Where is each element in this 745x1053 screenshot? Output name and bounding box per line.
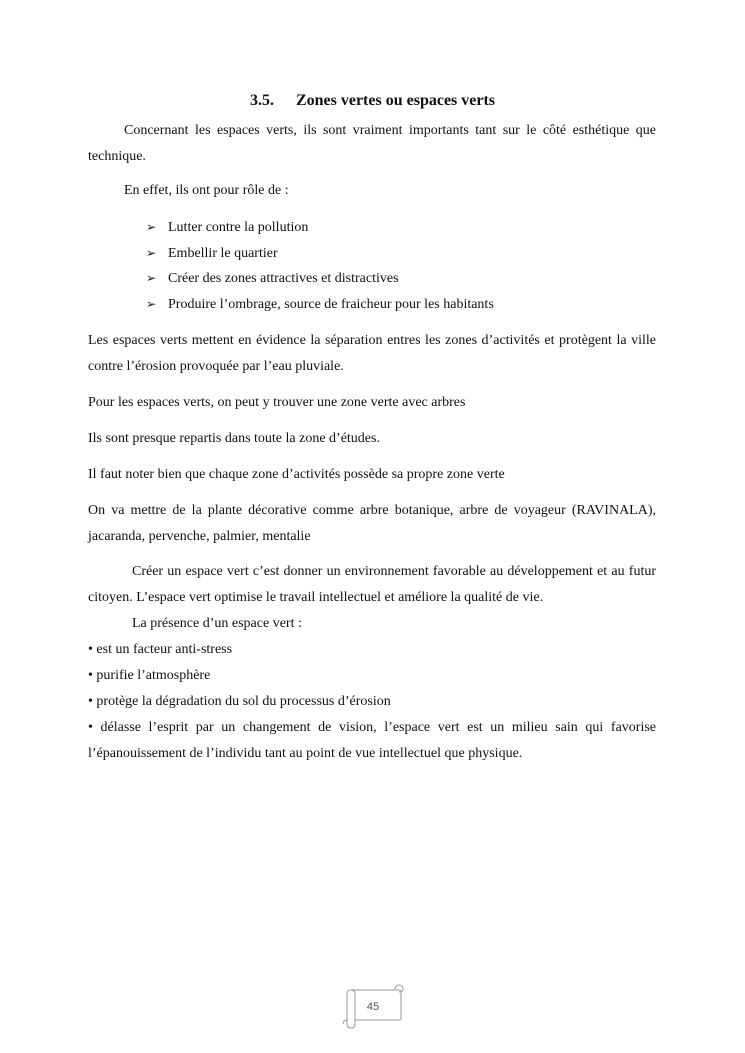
paragraph-role: En effet, ils ont pour rôle de :: [124, 183, 289, 198]
repartis-block: [88, 426, 656, 452]
arrow-bullet-icon: ➢: [146, 220, 157, 234]
page-number: 45: [366, 1001, 380, 1013]
list-item: ➢ Lutter contre la pollution: [146, 215, 656, 241]
benefit-item: • délasse l’esprit par un changement de vision, l’espace vert est un milieu sain qui favorise l’épanouissement de l’individu tant au point de vue intellectuel que physique.: [88, 720, 656, 761]
paragraph-noter: Il faut noter bien que chaque zone d’activités possède sa propre zone verte: [88, 467, 505, 482]
benefit-item: • est un facteur anti-stress: [88, 642, 233, 657]
intro-block: [88, 118, 656, 170]
paragraph-trees: Pour les espaces verts, on peut y trouver une zone verte avec arbres: [88, 395, 466, 410]
paragraph-intro: Concernant les espaces verts, ils sont vraiment importants tant sur le côté esthétique que technique.: [88, 123, 656, 164]
list-item: ➢ Produire l’ombrage, source de fraicheur pour les habitants: [146, 292, 656, 318]
paragraph-presence: La présence d’un espace vert :: [132, 616, 302, 631]
list-item: ➢ Créer des zones attractives et distractives: [146, 266, 656, 292]
creer-block: [88, 559, 656, 767]
benefit-item: • protège la dégradation du sol du processus d’érosion: [88, 694, 391, 709]
roles-list-block: [88, 215, 656, 318]
noter-block: [88, 462, 656, 488]
section-title: Zones vertes ou espaces verts: [295, 92, 496, 109]
trees-block: [88, 390, 656, 416]
plantes-block: [88, 498, 656, 550]
role-block: [88, 178, 656, 204]
page-number-scroll: [341, 984, 405, 1030]
paragraph-separation: Les espaces verts mettent en évidence la séparation entres les zones d’activités et protègent la ville contre l’érosion provoquée par l’eau pluviale.: [88, 333, 656, 374]
paragraph-repartis: Ils sont presque repartis dans toute la zone d’études.: [88, 431, 380, 446]
arrow-bullet-icon: ➢: [146, 297, 157, 312]
arrow-bullet-icon: ➢: [146, 271, 157, 286]
section-number: 3.5.: [249, 92, 274, 109]
roles-list: [88, 215, 656, 318]
separation-block: [88, 328, 656, 380]
benefit-item: • purifie l’atmosphère: [88, 668, 211, 683]
paragraph-plantes: On va mettre de la plante décorative comme arbre botanique, arbre de voyageur (RAVINALA), jacaranda, pervenche, palmier, mentalie: [88, 503, 656, 544]
arrow-bullet-icon: ➢: [146, 245, 157, 260]
section-heading: [0, 92, 745, 110]
paragraph-creer: Créer un espace vert c’est donner un environnement favorable au développement et au futur citoyen. L’espace vert optimise le travail intellectuel et améliore la qualité de vie.: [88, 564, 656, 605]
list-item: ➢ Embellir le quartier: [146, 241, 656, 267]
